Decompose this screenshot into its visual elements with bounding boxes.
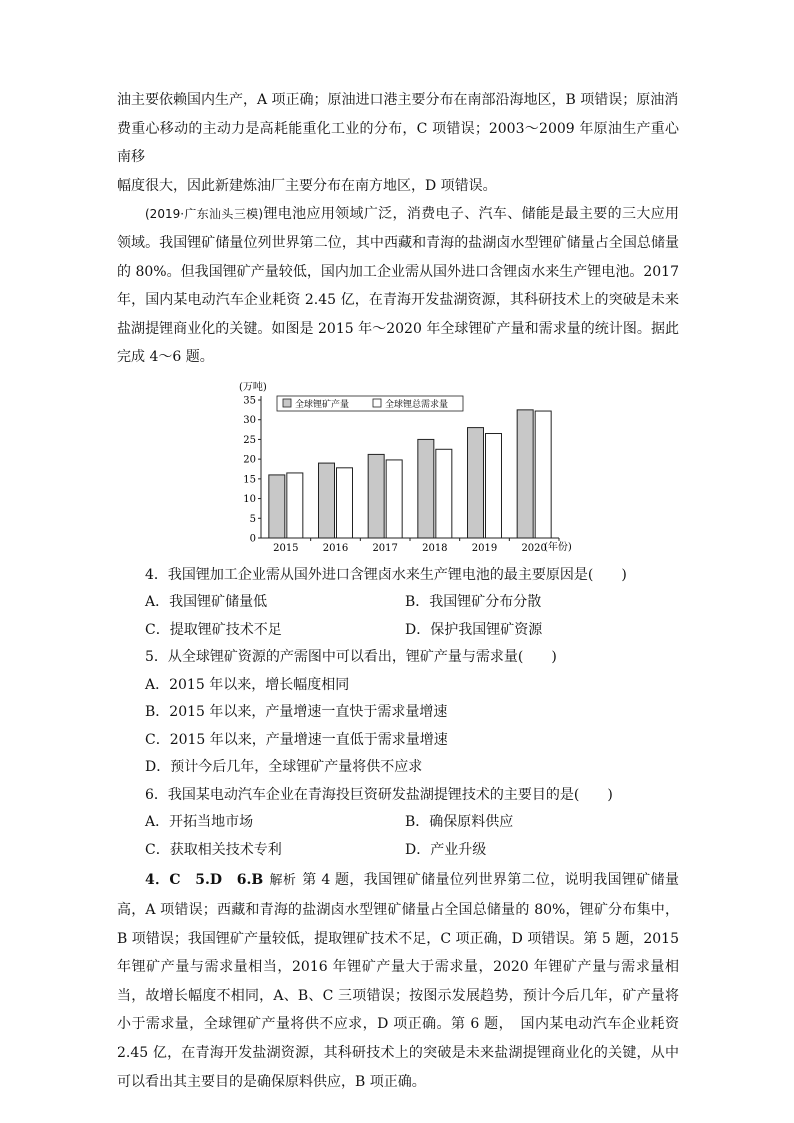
x-tick-label: 2020 xyxy=(521,542,547,554)
y-tick-label: 35 xyxy=(243,395,256,407)
question-6-option-a[interactable]: A．开拓当地市场 xyxy=(145,814,254,831)
question-5-options xyxy=(145,672,679,782)
x-axis-unit: (年份) xyxy=(544,541,572,553)
question-5-option-d[interactable]: D．预计今后几年，全球锂矿产量将供不应求 xyxy=(145,759,423,776)
legend xyxy=(277,396,463,411)
analysis-text: 第 4 题，我国锂矿储量位列世界第二位，说明我国锂矿储量高，A 项错误；西藏和青海的盐湖卤水型锂矿储量占全国总储量的 80%，锂矿分布集中，B 项错误；我国锂矿产量较低，提取锂矿技术不足，C 项正确，D 项错误。第 5 题，2015 年锂矿产量与需求量相当，2016 年锂矿产量大于需求量，2020 年锂矿产量与需求量相当，故增长幅度不相同，A、B、C 三项错误；按图示发展趋势，预计今后几年，矿产量将小于需求量，全球锂矿产量将供不应求，D 项正确。第 6 题， 国内某电动汽车企业耗资 2.45 亿，在青海开发盐湖资源，其科研技术上的突破是未来盐湖提锂商业化的关键，从中可以看出其主要目的是确保原料供应，B 项正确。 xyxy=(117,872,679,1090)
y-tick-label: 0 xyxy=(249,533,256,545)
question-5 xyxy=(117,644,679,782)
bar-demand-2015 xyxy=(287,473,303,538)
legend-swatch xyxy=(373,399,381,407)
x-tick-label: 2019 xyxy=(471,542,498,554)
x-tick-label: 2016 xyxy=(322,542,349,554)
intro-paragraph xyxy=(117,86,679,200)
question-4-options xyxy=(145,589,679,644)
x-tick-label: 2015 xyxy=(273,542,299,554)
passage-paragraph xyxy=(117,200,679,372)
bar-demand-2017 xyxy=(386,460,402,538)
question-4-option-c[interactable]: C．提取锂矿技术不足 xyxy=(145,621,282,638)
legend-swatch xyxy=(283,399,291,407)
question-4-option-b[interactable]: B．我国锂矿分布分散 xyxy=(405,594,542,611)
bar-demand-2016 xyxy=(337,468,353,538)
bar-production-2015 xyxy=(269,475,285,538)
x-tick-label: 2017 xyxy=(372,542,398,554)
question-4-stem: 4．我国锂加工企业需从国外进口含锂卤水来生产锂电池的最主要原因是( ) xyxy=(145,566,627,583)
bar-demand-2018 xyxy=(436,449,452,538)
question-6-stem: 6．我国某电动汽车企业在青海投巨资研发盐湖提锂技术的主要目的是( ) xyxy=(145,786,613,803)
lithium-bar-chart xyxy=(229,378,572,556)
y-tick-label: 25 xyxy=(243,434,256,446)
question-4-option-d[interactable]: D．保护我国锂矿资源 xyxy=(405,621,543,638)
passage-text: 锂电池应用领域广泛，消费电子、汽车、储能是最主要的三大应用领域。我国锂矿储量位列世界第二位，其中西藏和青海的盐湖卤水型锂矿储量占全国总储量的 80%。但我国锂矿产量较低，国内加工企业需从国外进口含锂卤水来生产锂电池。2017 年，国内某电动汽车企业耗资 2.45 亿，在青海开发盐湖资源，其科研技术上的突破是未来盐湖提锂商业化的关键。如图是 2015 年～2020 年全球锂矿产量和需求量的统计图。据此完成 4～6 题。 xyxy=(117,206,680,366)
question-6-option-b[interactable]: B．确保原料供应 xyxy=(405,814,514,831)
legend-label: 全球锂总需求量 xyxy=(385,399,449,410)
question-4 xyxy=(117,562,679,645)
y-tick-label: 5 xyxy=(249,513,256,525)
y-axis-unit: (万吨) xyxy=(239,381,267,393)
question-6-options xyxy=(145,809,679,864)
bar-demand-2020 xyxy=(535,411,551,538)
question-6 xyxy=(117,782,679,865)
question-5-option-c[interactable]: C．2015 年以来，产量增速一直低于需求量增速 xyxy=(145,731,448,748)
passage-source: (2019·广东汕头三模) xyxy=(145,207,264,222)
y-tick-label: 15 xyxy=(243,474,256,486)
analysis-label: 解析 xyxy=(269,873,297,889)
question-6-option-d[interactable]: D．产业升级 xyxy=(405,841,487,858)
legend-label: 全球锂矿产量 xyxy=(295,399,350,410)
bar-production-2019 xyxy=(468,428,484,538)
y-tick-label: 20 xyxy=(243,454,256,466)
bars xyxy=(269,410,551,538)
chart-container xyxy=(117,378,679,558)
x-tick-label: 2018 xyxy=(422,542,448,554)
intro-line-2: 费重心移动的主动力是高耗能重化工业的分布，C 项错误；2003～2009 年原油生产重心南移 xyxy=(117,120,679,166)
bar-production-2017 xyxy=(368,454,384,538)
intro-line-3: 幅度很大，因此新建炼油厂主要分布在南方地区，D 项错误。 xyxy=(117,177,497,194)
answer-paragraph xyxy=(117,866,679,1096)
question-5-stem: 5．从全球锂矿资源的产需图中可以看出，锂矿产量与需求量( ) xyxy=(145,649,557,666)
question-5-option-b[interactable]: B．2015 年以来，产量增速一直快于需求量增速 xyxy=(145,704,448,721)
question-6-option-c[interactable]: C．获取相关技术专利 xyxy=(145,841,282,858)
question-5-option-a[interactable]: A．2015 年以来，增长幅度相同 xyxy=(145,676,350,693)
document-page xyxy=(117,86,679,1096)
bar-production-2016 xyxy=(319,463,335,538)
y-tick-label: 30 xyxy=(243,415,256,427)
bar-demand-2019 xyxy=(486,433,502,537)
question-4-option-a[interactable]: A．我国锂矿储量低 xyxy=(145,594,268,611)
y-tick-label: 10 xyxy=(243,494,256,506)
intro-line-1: 油主要依赖国内生产，A 项正确；原油进口港主要分布在南部沿海地区，B 项错误；原油消 xyxy=(117,92,679,108)
bar-production-2020 xyxy=(517,410,533,538)
answer-keys: 4．C 5.D 6.B xyxy=(145,872,264,889)
bar-production-2018 xyxy=(418,439,434,538)
